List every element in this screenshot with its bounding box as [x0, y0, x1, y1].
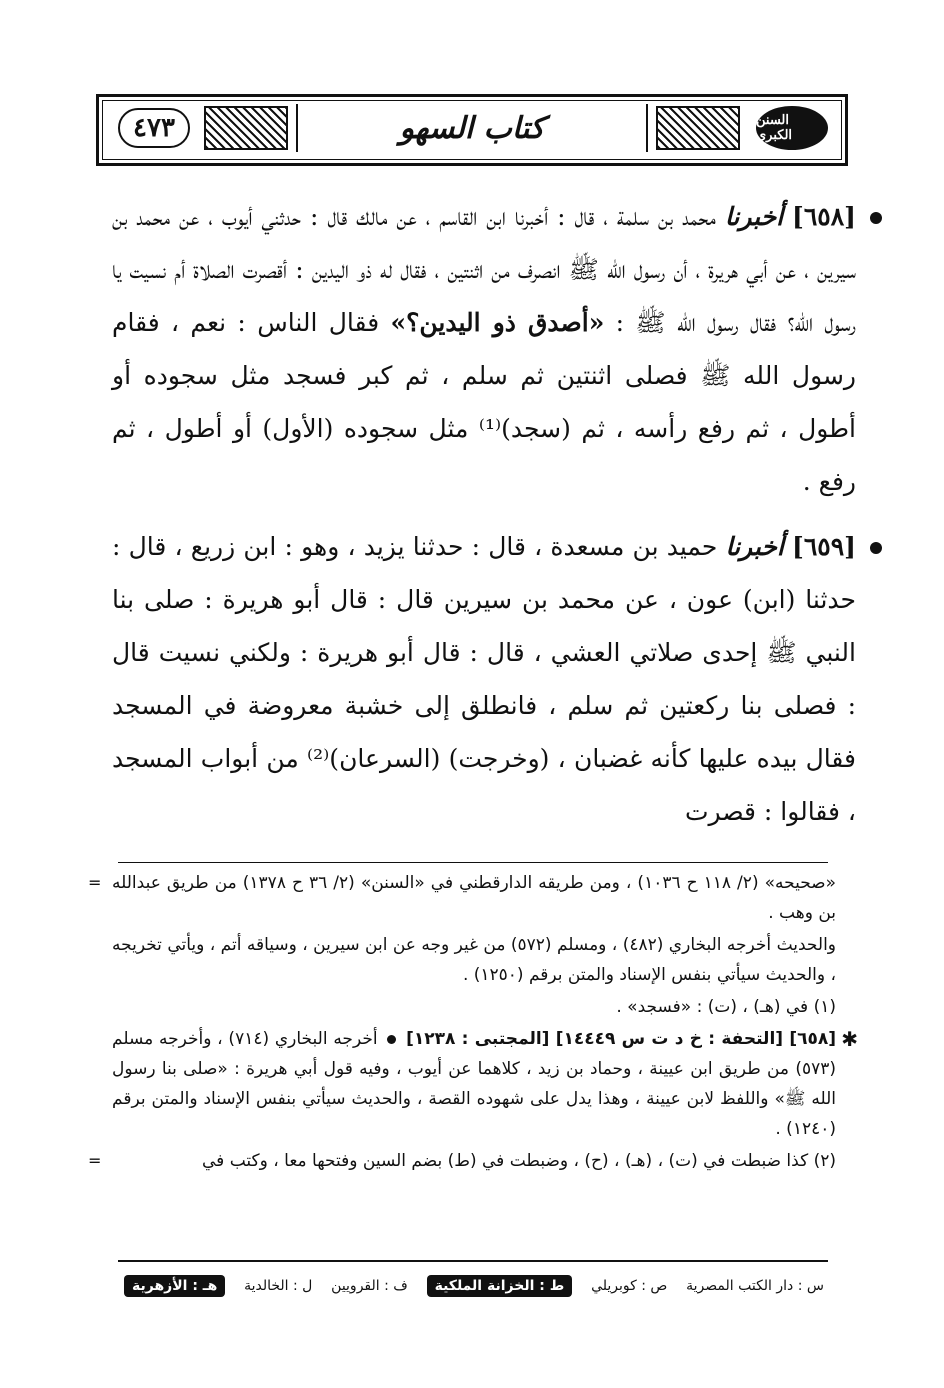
akhbarana-word: أخبرنا [724, 202, 784, 231]
hadith-number: [٦٥٨] [792, 202, 857, 231]
hadith-text: حميد بن مسعدة ، قال : حدثنا يزيد ، وهو : ابن زريع ، قال : حدثنا (ابن) عون ، عن محمد بن سيرين قال : قال أبو هريرة : صلى بنا النبي ﷺ إحدى صلاتي العشي ، قال : قال أبو هريرة : ولكني نسيت قال : فصلى بنا ركعتين ثم سلم ، فانطلق إلى خشبة معروضة في المسجد فقال بيده عليها كأنه غضبان ، (وخرجت) (السرعان)⁽²⁾ من أبواب المسجد ، فقالوا : قصرت [112, 532, 857, 826]
siglum-fa: ف : القرويين [331, 1278, 408, 1294]
footnote-2: (٢) كذا ضبطت في (ت) ، (هـ) ، (ح) ، وضبطت في (ط) بضم السين وفتحها معا ، وكتب في = [112, 1146, 836, 1176]
footnote-hadith-source: والحديث أخرجه البخاري (٤٨٢) ، ومسلم (٥٧٢) من غير وجه عن ابن سيرين ، وسياقه أتم ، ويأتي تخريجه ، والحديث سيأتي بنفس الإسناد والمتن برقم (١٢٥٠) . [112, 935, 837, 985]
ornament-left [204, 106, 288, 150]
siglum-ha: هـ : الأزهرية [124, 1275, 225, 1297]
hadith-658 [112, 190, 856, 508]
hadith-body [112, 190, 856, 850]
footnote-divider [118, 862, 828, 863]
hadith-text: فقال الناس : نعم ، فقام رسول الله ﷺ فصلى اثنتين ثم سلم ، ثم كبر فسجد مثل سجوده أو أطول ، ثم رفع رأسه ، ثم (سجد)⁽¹⁾ مثل سجوده (الأول) أو أطول ، ثم رفع . [112, 308, 857, 496]
siglum-s: س : دار الكتب المصرية [686, 1278, 824, 1294]
bullet-icon [870, 542, 882, 554]
footnote-658 [112, 1024, 858, 1144]
publisher-logo [752, 104, 832, 152]
siglum-lam: ل : الخالدية [244, 1278, 313, 1294]
hadith-number: [٦٥٩] [792, 532, 856, 561]
asterisk-icon: ✱ [841, 1027, 858, 1051]
bullet-icon [387, 1035, 396, 1044]
footnote-continued: = «صحيحه» (٢/ ١١٨ ح ١٠٣٦) ، ومن طريقه الدارقطني في «السنن» (٢/ ٣٦ ح ١٣٧٨) من طريق عبدالله بن وهب . [112, 868, 836, 928]
hadith-quote: «أصدق ذو اليدين؟» [390, 308, 605, 337]
logo-emblem: السنن الكبرى [756, 106, 828, 150]
footnote-658-refs: [٦٥٨] [التحفة : خ د ت س ١٤٤٤٩] [المجتبى : ١٢٣٨] [406, 1029, 837, 1049]
siglum-ta: ط : الخزانة الملكية [427, 1275, 573, 1297]
sigla-divider [118, 1260, 828, 1262]
book-title: كتاب السهو [296, 104, 648, 152]
hadith-659 [112, 520, 856, 838]
footnote-1: (١) في (هـ) ، (ت) : «فسجد» . [616, 997, 836, 1017]
manuscript-sigla [124, 1270, 824, 1302]
hadith-text: محمد بن سلمة ، قال : أخبرنا ابن القاسم ، عن مالك قال : حدثني أيوب ، عن محمد بن سيرين ، عن أبي هريرة ، أن رسول الله ﷺ انصرف من اثنتين ، فقال له ذو اليدين : أقصرت الصلاة أم نسيت يا رسول الله؟ فقال رسول الله ﷺ : [112, 202, 856, 337]
ornament-right [656, 106, 740, 150]
bullet-icon [870, 212, 882, 224]
page-header [96, 94, 848, 166]
footnotes [112, 868, 858, 1178]
akhbarana-word: أخبرنا [725, 532, 784, 561]
siglum-sad: ص : كوبريلي [591, 1278, 668, 1294]
footnote-658-text: أخرجه البخاري (٧١٤) ، وأخرجه مسلم (٥٧٣) من طريق ابن عيينة ، وحماد بن زيد ، كلاهما عن أيوب ، وفيه قول أبي هريرة : «صلى بنا رسول الله ﷺ» واللفظ لابن عيينة ، وهذا يدل على شهوده القصة ، والحديث سيأتي بنفس الإسناد والمتن برقم (١٢٤٠) . [112, 1029, 836, 1139]
page-number: ٤٧٣ [118, 108, 190, 148]
